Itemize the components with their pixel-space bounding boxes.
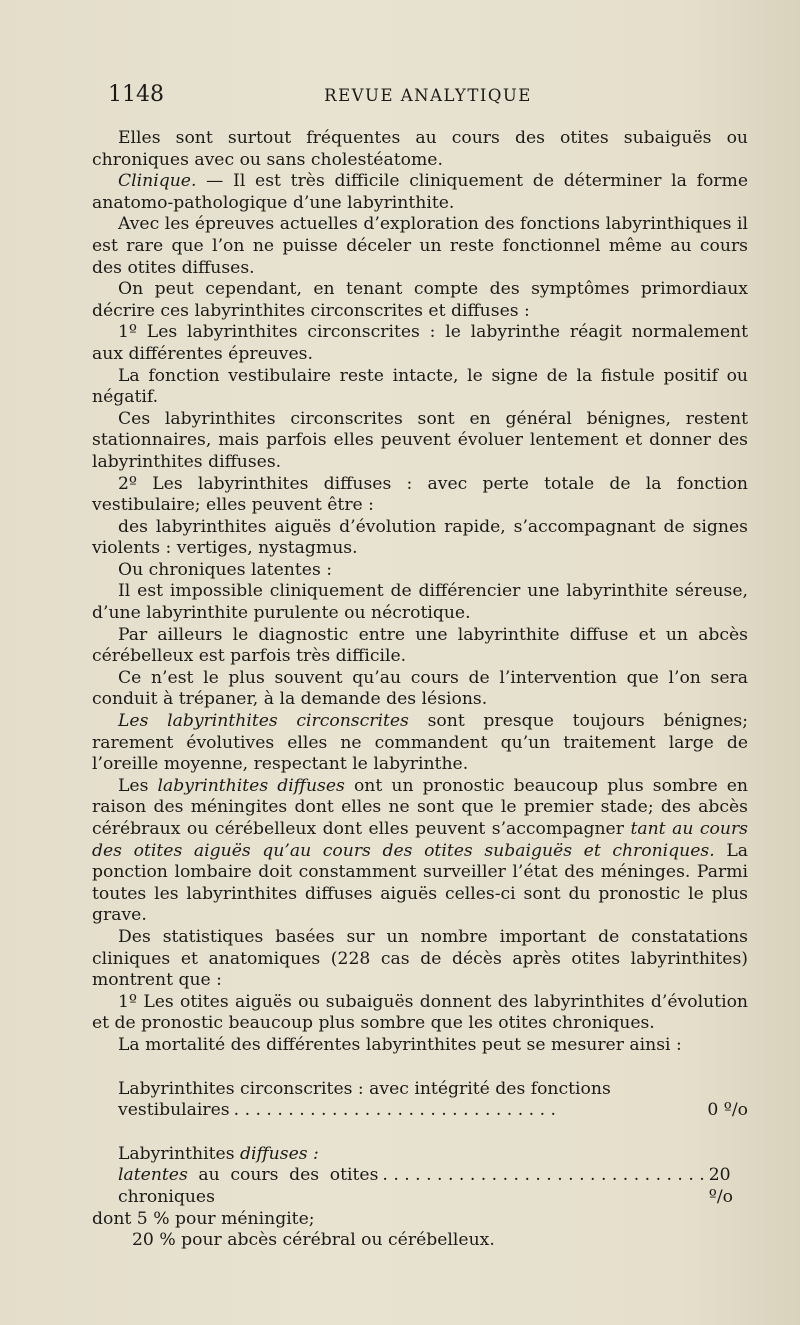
paragraph: La fonction vestibulaire reste intacte, le signe de la fistule positif ou négatif.: [92, 365, 748, 408]
paragraph: des labyrinthites aiguës d’évolution rapide, s’accompagnant de signes violents : vertiges, nystagmus.: [92, 516, 748, 559]
paragraph: Ce n’est le plus souvent qu’au cours de l’intervention que l’on sera conduit à trépaner, à la demande des lésions.: [92, 667, 748, 710]
table-row: dont 5 % pour méningite;: [92, 1208, 315, 1229]
table-row: 20 % pour abcès cérébral ou cérébelleux.: [132, 1230, 495, 1251]
leader-dots: . . . . . . . . . . . . . . . . . . . . . . . . . . . . . .: [382, 1165, 705, 1186]
paragraph: Ces labyrinthites circonscrites sont en général bénignes, restent stationnaires, mais parfois elles peuvent évoluer lentement et donner des labyrinthites diffuses.: [92, 408, 748, 472]
spacer: [92, 1057, 748, 1079]
paragraph: On peut cependant, en tenant compte des symptômes primordiaux décrire ces labyrinthites circonscrites et diffuses :: [92, 279, 748, 321]
paragraph: Avec les épreuves actuelles d’exploration des fonctions labyrinthiques il est rare que l’on ne puisse déceler un reste fonctionnel même au cours des otites diffuses.: [92, 214, 748, 278]
section-label: Clinique.: [118, 171, 197, 192]
paragraph: Des statistiques basées sur un nombre important de constatations cliniques et anatomiques (228 cas de décès après otites labyrinthites) montrent que :: [92, 926, 748, 991]
paragraph: Par ailleurs le diagnostic entre une labyrinthite diffuse et un abcès cérébelleux est parfois très difficile.: [92, 624, 748, 667]
page-header: [108, 82, 748, 112]
paragraph: Clinique. — Il est très difficile cliniquement de déterminer la forme anatomo-pathologique d’une labyrinthite.: [92, 171, 748, 213]
paragraph: Les labyrinthites diffuses ont un pronostic beaucoup plus sombre en raison des méningites dont elles ne sont que le premier stade; des abcès cérébraux ou cérébelleux dont elles peuvent s’accompagner tant au cours des otites aiguës qu’au cours des otites subaiguës et chroniques. La ponction lombaire doit constamment surveiller l’état des méninges. Parmi toutes les labyrinthites diffuses aiguës celles-ci sont du pronostic le plus grave.: [92, 775, 748, 926]
table-row: Labyrinthites diffuses :: [118, 1143, 319, 1164]
paragraph: Les labyrinthites circonscrites sont presque toujours bénignes; rarement évolutives elles ne commandent qu’un traitement large de l’oreille moyenne, respectant le labyrinthe.: [92, 711, 748, 775]
paragraph: Il est impossible cliniquement de différencier une labyrinthite séreuse, d’une labyrinthite purulente ou nécrotique.: [92, 581, 748, 624]
page-number: 1148: [108, 82, 164, 107]
table-row: Labyrinthites circonscrites : avec intégrité des fonctions: [118, 1078, 611, 1099]
paragraph: La mortalité des différentes labyrinthites peut se mesurer ainsi :: [118, 1034, 682, 1055]
running-title: REVUE ANALYTIQUE: [324, 86, 532, 105]
table-value: 0 º/o: [707, 1100, 748, 1121]
paragraph: Elles sont surtout fréquentes au cours des otites subaiguës ou chroniques avec ou sans cholestéatome.: [92, 128, 748, 170]
table-row: vestibulaires . . . . . . . . . . . . . . . . . . . . . . . . . . . . . . 0 º/o: [118, 1100, 748, 1121]
mortality-table: [92, 1079, 748, 1252]
table-row: latentes au cours des otites chroniques . . . . . . . . . . . . . . . . . . . . . . . . . . . . . . 20 º/o: [92, 1165, 748, 1208]
spacer: [92, 1122, 748, 1144]
paragraph: 1º Les otites aiguës ou subaiguës donnent des labyrinthites d’évolution et de pronostic beaucoup plus sombre que les otites chroniques.: [92, 991, 748, 1034]
article-body: [92, 128, 748, 1252]
paragraph: 1º Les labyrinthites circonscrites : le labyrinthe réagit normalement aux différentes épreuves.: [92, 322, 748, 364]
paragraph: 2º Les labyrinthites diffuses : avec perte totale de la fonction vestibulaire; elles peuvent être :: [92, 473, 748, 516]
paragraph: Ou chroniques latentes :: [118, 559, 333, 580]
table-value: 20 º/o: [708, 1165, 733, 1207]
leader-dots: . . . . . . . . . . . . . . . . . . . . . . . . . . . . . .: [233, 1100, 556, 1121]
